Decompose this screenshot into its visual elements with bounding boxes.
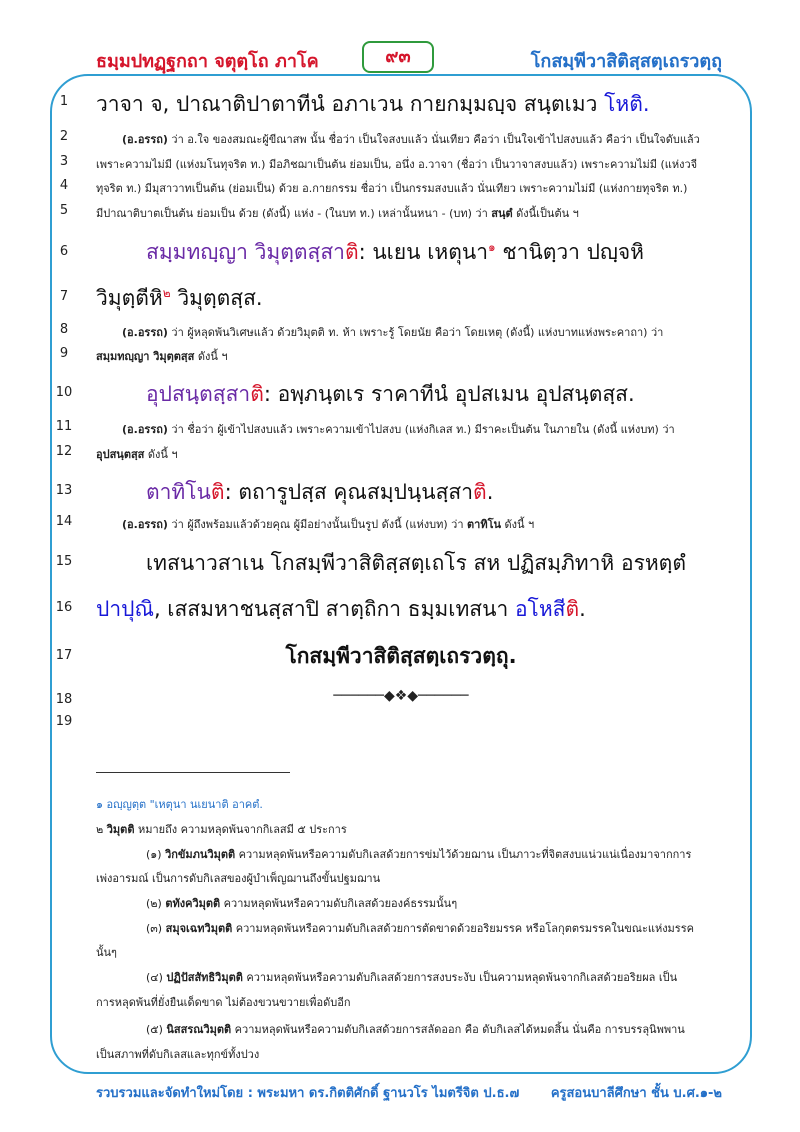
thai-text: ดังนี้ ฯ (144, 448, 178, 461)
footnote-item-1-cont: เพ่งอารมณ์ เป็นการดับกิเลสของผู้บำเพ็ญฌานถึงขั้นปฐมฌาน (96, 872, 381, 885)
highlight-word: อโหสี (514, 597, 566, 621)
line-number: 16 (55, 600, 73, 615)
story-end-title: โกสมฺพีวาสิติสฺสตฺเถรวตฺถุ. (285, 644, 517, 668)
pali-text: : นเยน เหตุนา (358, 240, 489, 264)
thai-line-11 (122, 420, 675, 438)
highlight-word: ปาปุณิ (96, 597, 154, 621)
footnote-item-5 (146, 1020, 685, 1038)
footnote-text: ความหลุดพ้นหรือความดับกิเลสด้วยการสลัดออก คือ ดับกิเลสได้หมดสิ้น นั่นคือ การบรรลุนิพพาน (231, 1023, 685, 1036)
keyword: ตทังควิมุตติ (165, 897, 221, 910)
footnote-rule (96, 772, 290, 773)
thai-text: ดังนี้ ฯ (501, 518, 535, 531)
footer-compiler: รวบรวมและจัดทำใหม่โดย : พระมหา ดร.กิตติศักดิ์ ฐานวโร ไมตรีจิต ป.ธ.๗ (96, 1086, 520, 1101)
keyword: สนฺตํ (491, 207, 513, 220)
pali-line-10 (146, 378, 635, 411)
gloss-label: (อ.อรรถ) (122, 326, 168, 339)
pali-text: ชานิตฺวา ปญฺจหิ (495, 240, 644, 264)
line-number: 10 (55, 385, 73, 400)
pali-text: วาจา จ, ปาณาติปาตาทีนํ อภาเวน กายกมฺมญฺจ สนฺตเมว (96, 92, 605, 116)
pali-line-15: เทสนาวสาเน โกสมฺพีวาสิติสฺสตฺเถโร สห ปฏิสมฺภิทาหิ อรหตฺตํ (146, 551, 686, 575)
item-num: (๓) (146, 922, 166, 935)
thai-line-2 (122, 130, 700, 148)
footnote-item-1 (146, 845, 691, 863)
footnote-item-3-cont: นั้นๆ (96, 946, 117, 959)
thai-text: ว่า อ.ใจ ของสมณะผู้ขีณาสพ นั้น ชื่อว่า เป็นใจสงบแล้ว นั่นเทียว คือว่า เป็นใจเข้าไปสงบแล้ว คือว่า เป็นใจดับแล้ว (167, 133, 700, 146)
pali-text: วิมุตฺตสฺส. (170, 286, 263, 310)
footnote-item-4-cont: การหลุดพ้นที่ยั่งยืนเด็ดขาด ไม่ต้องขวนขวายเพื่อดับอีก (96, 996, 351, 1009)
line-number: 7 (59, 289, 69, 304)
highlight-word: โหติ. (604, 92, 650, 116)
iti-particle: ติ (344, 240, 359, 264)
keyword: นิสสรณวิมุตติ (166, 1023, 232, 1036)
thai-text: ว่า ชื่อว่า ผู้เข้าไปสงบแล้ว เพราะความเข้าไปสงบ (แห่งกิเลส ท.) มีราคะเป็นต้น ในภายใน (ดังนี้ แห่งบท) ว่า (167, 423, 675, 436)
iti-particle: ติ (565, 597, 580, 621)
thai-text: ดังนี้ ฯ (194, 350, 228, 363)
footnote-text: ความหลุดพ้นหรือความดับกิเลสด้วยการข่มไว้ด้วยฌาน เป็นภาวะที่จิตสงบแน่วแน่เนื่องมาจากการ (235, 848, 692, 861)
header-story-title: โกสมฺพีวาสิติสฺสตฺเถรวตฺถุ (530, 51, 722, 72)
thai-line-3: เพราะความไม่มี (แห่งมโนทุจริต ท.) มีอภิชฌาเป็นต้น ย่อมเป็น, อนึ่ง อ.วาจา (ชื่อว่า เป็นวาจาสงบแล้ว) เพราะความไม่มี (แห่งวจี (96, 158, 698, 171)
footnote-marker[interactable]: ๑ (488, 240, 496, 254)
keyword: วิกขัมภนวิมุตติ (165, 848, 236, 861)
line-number: 2 (59, 129, 69, 144)
line-number: 9 (59, 346, 69, 361)
line-number: 8 (59, 322, 69, 337)
thai-line-14 (122, 515, 534, 533)
footer-course: ครูสอนบาลีศึกษา ชั้น บ.ศ.๑-๒ (550, 1086, 722, 1101)
pali-line-1 (96, 88, 650, 121)
iti-particle: ติ (473, 480, 487, 504)
item-num: (๕) (146, 1023, 167, 1036)
footnote-text: ความหลุดพ้นหรือความดับกิเลสด้วยการตัดขาดด้วยอริยมรรค หรือโลกุตตรมรรคในขณะแห่งมรรค (232, 922, 694, 935)
keyword: ตาทิโน (467, 518, 501, 531)
iti-particle: ติ (210, 480, 225, 504)
line-number: 19 (55, 714, 73, 729)
footnote-item-5-cont: เป็นสภาพที่ดับกิเลสและทุกข์ทั้งปวง (96, 1048, 260, 1061)
item-num: (๒) (146, 897, 166, 910)
thai-text: ว่า ผู้หลุดพ้นวิเศษแล้ว ด้วยวิมุตติ ท. ห้า เพราะรู้ โดยนัย คือว่า โดยเหตุ (ดังนี้) แห่งบาทแห่งพระคาถา) ว่า (167, 326, 664, 339)
pali-text: . (579, 597, 586, 621)
line-number: 14 (55, 514, 73, 529)
pali-line-7 (96, 282, 263, 315)
gloss-label: (อ.อรรถ) (122, 133, 168, 146)
line-number: 11 (55, 419, 73, 434)
footnote-2 (96, 820, 347, 838)
item-num: (๑) (146, 848, 166, 861)
thai-line-12 (96, 445, 178, 463)
footnote-num: ๒ (96, 823, 107, 836)
thai-line-9 (96, 347, 228, 365)
pali-line-13 (146, 476, 493, 509)
footnote-item-4 (146, 968, 677, 986)
footnote-text: หมายถึง ความหลุดพ้นจากกิเลสมี ๕ ประการ (134, 823, 347, 836)
line-number: 6 (59, 244, 69, 259)
line-number: 1 (59, 94, 69, 109)
keyword: อุปสนฺตสฺสา (146, 382, 251, 406)
keyword: วิมุตติ (106, 823, 135, 836)
keyword: สมฺมทญฺญา วิมุตฺตสฺส (96, 350, 195, 363)
line-number: 17 (55, 648, 73, 663)
footnote-text: ความหลุดพ้นหรือความดับกิเลสด้วยองค์ธรรมนั้นๆ (220, 897, 458, 910)
thai-text: ดังนี้เป็นต้น ฯ (512, 207, 579, 220)
pali-text: : ตถารูปสฺส คุณสมฺปนฺนสฺสา (224, 480, 474, 504)
line-number: 3 (59, 154, 69, 169)
pali-text: : อพฺภนฺตเร ราคาทีนํ อุปสเมน อุปสนฺตสฺส. (263, 382, 635, 406)
line-number: 18 (55, 692, 73, 707)
thai-text: มีปาณาติบาตเป็นต้น ย่อมเป็น ด้วย (ดังนี้) แห่ง - (ในบท ท.) เหล่านั้นหนา - (บท) ว่า (96, 207, 492, 220)
item-num: (๔) (146, 971, 167, 984)
pali-line-16 (96, 593, 586, 626)
footnote-marker[interactable]: ๒ (162, 286, 171, 300)
ornament-divider: ──────◆❖◆────── (333, 688, 469, 704)
keyword: สมฺมทญฺญา วิมุตฺตสฺสา (146, 240, 345, 264)
keyword: ตาทิโน (146, 480, 211, 504)
iti-particle: ติ (250, 382, 264, 406)
footnote-1: ๑ อญฺญตฺต "เหตุนา นเยนาติ อาคตํ. (96, 798, 263, 811)
page-number-box: ๙๓ (362, 41, 434, 73)
line-number: 12 (55, 444, 73, 459)
gloss-label: (อ.อรรถ) (122, 423, 168, 436)
footnote-text: ความหลุดพ้นหรือความดับกิเลสด้วยการสงบระงับ เป็นความหลุดพ้นจากกิเลสด้วยอริยผล เป็น (242, 971, 678, 984)
keyword: สมุจเฉทวิมุตติ (165, 922, 233, 935)
header-book-title: ธมฺมปทฏฺฐกถา จตุตฺโถ ภาโค (96, 51, 319, 72)
pali-text: , เสสมหาชนสฺสาปิ สาตฺถิกา ธมฺมเทสนา (153, 597, 515, 621)
line-number: 15 (55, 554, 73, 569)
keyword: อุปสนฺตสฺส (96, 448, 145, 461)
line-number: 13 (55, 483, 73, 498)
gloss-label: (อ.อรรถ) (122, 518, 168, 531)
line-number: 4 (59, 178, 69, 193)
pali-line-6 (146, 236, 644, 269)
keyword: ปฏิปัสสัทธิวิมุตติ (166, 971, 243, 984)
pali-text: . (486, 480, 494, 504)
footnote-item-3 (146, 919, 694, 937)
thai-line-5 (96, 204, 579, 222)
thai-line-8 (122, 323, 663, 341)
footnote-item-2 (146, 894, 457, 912)
thai-text: ว่า ผู้ถึงพร้อมแล้วด้วยคุณ ผู้มีอย่างนั้นเป็นรูป ดังนี้ (แห่งบท) ว่า (167, 518, 467, 531)
line-number: 5 (59, 203, 69, 218)
pali-text: วิมุตฺตีหิ (96, 286, 163, 310)
thai-line-4: ทุจริต ท.) มีมุสาวาทเป็นต้น (ย่อมเป็น) ด้วย อ.กายกรรม ชื่อว่า เป็นกรรมสงบแล้ว นั่นเทียว เพราะความไม่มี (แห่งกายทุจริต ท.) (96, 182, 688, 195)
